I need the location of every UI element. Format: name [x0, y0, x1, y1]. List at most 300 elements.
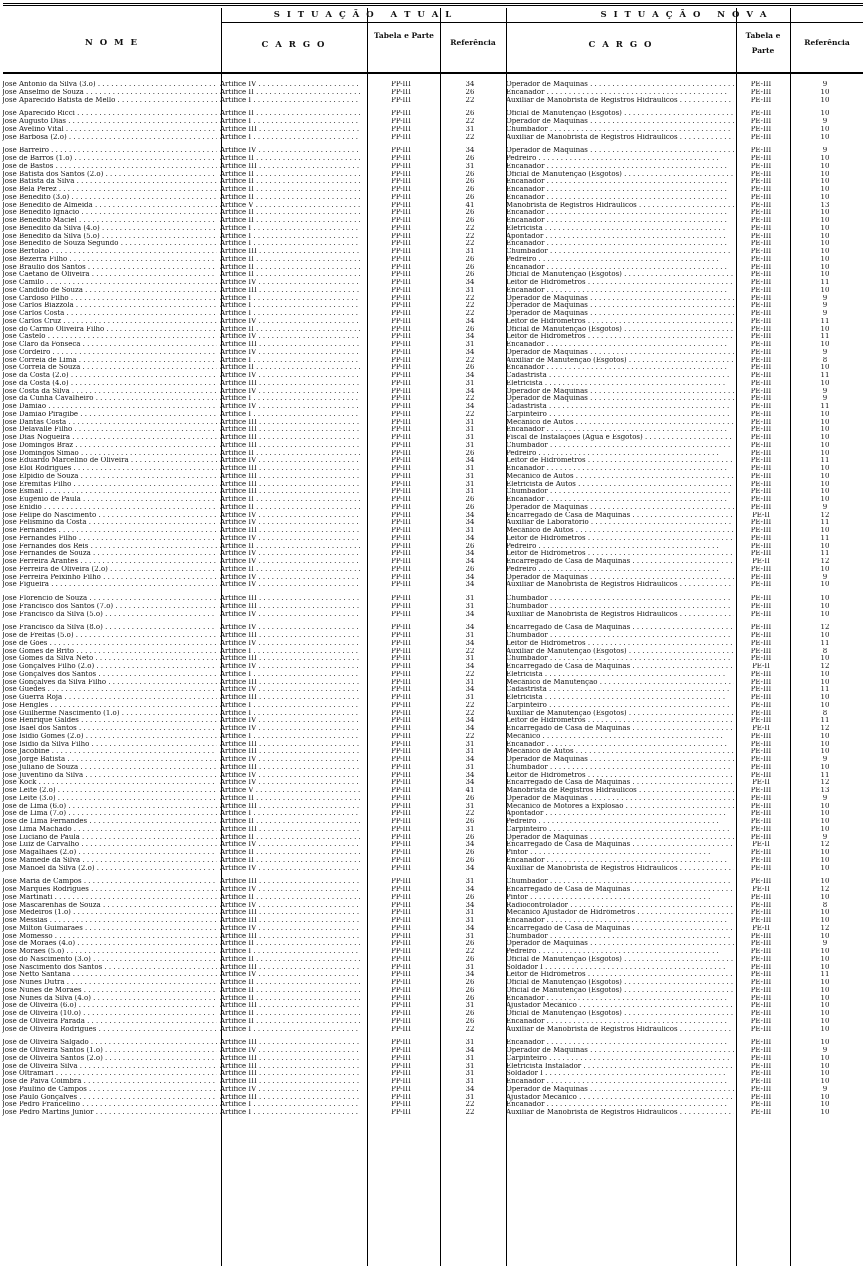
- row-nome: José Camilo . . .: [2, 279, 217, 287]
- row-nova-tabela: PE-III: [750, 133, 772, 141]
- row-nova-referencia: 12: [820, 558, 830, 565]
- row-novo-cargo: Chumbador . . .: [506, 603, 734, 611]
- row-cargo: Artífice IV . . .: [220, 550, 360, 558]
- row-referencia: 34: [465, 725, 475, 732]
- table-row: [0, 543, 860, 551]
- row-cargo: Artífice III . . .: [220, 603, 360, 611]
- row-nova-referencia: 10: [820, 209, 830, 217]
- row-nova-tabela: PE-III: [750, 255, 772, 263]
- row-novo-cargo: Auxiliar de Manobrista de Registros Hidráulicos . . .: [506, 1026, 734, 1034]
- row-novo-cargo: Apontador . . .: [506, 233, 734, 241]
- table-row: [0, 581, 860, 589]
- row-novo-cargo: Encarregado de Casa de Máquinas . . .: [506, 512, 734, 520]
- row-nova-referencia: 13: [820, 787, 830, 794]
- row-tabela: PP-III: [391, 193, 411, 201]
- row-referencia: 31: [465, 602, 475, 610]
- row-tabela: PP-III: [391, 457, 411, 465]
- row-novo-cargo: Oficial de Manutenção (Esgotos) . . .: [506, 171, 734, 179]
- row-referencia: 34: [465, 348, 475, 356]
- row-nome: José Cordeiro . . .: [2, 349, 217, 357]
- row-tabela: PP-III: [391, 110, 411, 118]
- row-tabela: PP-III: [391, 833, 411, 841]
- row-referencia: 31: [465, 825, 475, 833]
- row-referencia: 26: [465, 186, 475, 193]
- row-tabela: PP-III: [391, 325, 411, 333]
- row-tabela: PP-III: [391, 1054, 411, 1062]
- table-row: [0, 810, 860, 818]
- row-tabela: PP-III: [391, 818, 411, 825]
- row-tabela: PP-III: [391, 279, 411, 286]
- row-referencia: 26: [465, 979, 475, 986]
- row-referencia: 26: [465, 818, 475, 825]
- row-novo-cargo: Leitor de Hidrômetros . . .: [506, 640, 734, 648]
- row-nova-tabela: PE-III: [750, 217, 772, 224]
- table-row: [0, 603, 860, 611]
- row-nome: José Manoel da Silva (2.o) . . .: [2, 865, 217, 873]
- row-nova-tabela: PE-III: [750, 955, 772, 963]
- row-nova-referencia: 10: [820, 341, 830, 348]
- row-nova-tabela: PE-III: [750, 118, 772, 125]
- table-row: [0, 1026, 860, 1034]
- row-tabela: PP-III: [391, 986, 411, 994]
- row-nova-tabela: PE-III: [750, 756, 772, 763]
- table-row: [0, 834, 860, 842]
- row-nome: José da Costa (4.o) . . .: [2, 380, 217, 388]
- row-nova-tabela: PE-III: [750, 387, 772, 395]
- row-nova-referencia: 10: [820, 88, 830, 96]
- row-tabela: PP-III: [391, 511, 411, 519]
- row-nome: José Gomes da Silva Neto . . .: [2, 655, 217, 663]
- row-nome: José Juliano de Souza . . .: [2, 764, 217, 772]
- row-tabela: PP-III: [391, 624, 411, 632]
- table-row: [0, 979, 860, 987]
- row-nome: José de Oliveira (6.o) . . .: [2, 1002, 217, 1010]
- row-tabela: PP-III: [391, 893, 411, 901]
- row-novo-cargo: Auxiliar de Manobrista de Registros Hidráulicos . . .: [506, 1109, 734, 1117]
- table-row: [0, 663, 860, 671]
- row-nome: José de Oliveira Parada . . .: [2, 1018, 217, 1026]
- row-referencia: 34: [465, 550, 475, 558]
- table-row: [0, 527, 860, 535]
- row-cargo: Artífice II . . .: [220, 450, 360, 458]
- row-tabela: PP-III: [391, 686, 411, 694]
- row-cargo: Artífice II . . .: [220, 110, 360, 118]
- row-cargo: Artífice I . . .: [220, 1109, 360, 1117]
- row-nova-referencia: 10: [820, 994, 830, 1002]
- row-tabela: PP-III: [391, 1070, 411, 1078]
- row-referencia: 34: [465, 317, 475, 325]
- row-novo-cargo: Eletricista Instalador . . .: [506, 1063, 734, 1071]
- row-cargo: Artífice II . . .: [220, 857, 360, 865]
- row-nova-referencia: 10: [820, 763, 830, 771]
- row-tabela: PP-III: [391, 725, 411, 732]
- row-nome: José de Freitas (5.o) . . .: [2, 632, 217, 640]
- row-nome: José Luiz de Carvalho . . .: [2, 841, 217, 849]
- row-cargo: Artífice IV . . .: [220, 535, 360, 543]
- row-tabela: PP-III: [391, 434, 411, 441]
- row-nome: José Messias . . .: [2, 917, 217, 925]
- row-tabela: PP-III: [391, 441, 411, 449]
- table-row: [0, 787, 860, 795]
- table-row: [0, 225, 860, 233]
- row-nova-tabela: PE-III: [750, 1101, 772, 1109]
- row-novo-cargo: Radiocontrolador . . .: [506, 902, 734, 910]
- row-referencia: 26: [465, 1010, 475, 1017]
- row-referencia: 22: [465, 1109, 475, 1116]
- row-cargo: Artífice III . . .: [220, 426, 360, 434]
- row-nova-tabela: PE-III: [750, 932, 772, 940]
- row-referencia: 34: [465, 81, 475, 88]
- row-nova-tabela: PE-III: [750, 449, 772, 457]
- table-row: [0, 310, 860, 318]
- row-referencia: 26: [465, 503, 475, 511]
- row-referencia: 31: [465, 418, 475, 426]
- row-referencia: 31: [465, 1054, 475, 1062]
- table-row: [0, 655, 860, 663]
- row-novo-cargo: Chumbador . . .: [506, 632, 734, 640]
- table-row: [0, 933, 860, 941]
- table-row: [0, 1047, 860, 1055]
- row-nova-referencia: 8: [822, 709, 828, 717]
- row-cargo: Artífice II . . .: [220, 178, 360, 186]
- row-nome: José de Góes . . .: [2, 640, 217, 648]
- row-nova-referencia: 10: [820, 732, 830, 740]
- row-novo-cargo: Encanador . . .: [506, 1018, 734, 1026]
- row-cargo: Artífice I . . .: [220, 295, 360, 303]
- row-nova-referencia: 9: [822, 147, 828, 155]
- table-row: [0, 341, 860, 349]
- row-nome: José de Oliveira Rodrigues . . .: [2, 1026, 217, 1034]
- row-nova-tabela: PE-III: [750, 110, 772, 118]
- row-tabela: PP-III: [391, 178, 411, 186]
- row-referencia: 34: [465, 581, 475, 589]
- row-tabela: PP-III: [391, 348, 411, 356]
- row-novo-cargo: Operador de Máquinas . . .: [506, 310, 734, 318]
- row-referencia: 26: [465, 263, 475, 271]
- row-nova-tabela: PE-III: [750, 948, 772, 955]
- row-novo-cargo: Leitor de Hidrômetros . . .: [506, 971, 734, 979]
- row-nova-tabela: PE-III: [750, 364, 772, 372]
- row-tabela: PP-III: [391, 503, 411, 511]
- table-row: [0, 442, 860, 450]
- row-nova-referencia: 10: [820, 472, 830, 480]
- row-cargo: Artífice IV . . .: [220, 779, 360, 787]
- row-novo-cargo: Ajustador Mecânico . . .: [506, 1094, 734, 1102]
- table-row: [0, 865, 860, 873]
- row-novo-cargo: Chumbador . . .: [506, 126, 734, 134]
- row-nova-referencia: 11: [820, 403, 830, 410]
- table-row: [0, 147, 860, 155]
- row-novo-cargo: Fiscal de Instalações (Água e Esgotos) . . .: [506, 434, 734, 442]
- row-tabela: PP-III: [391, 763, 411, 771]
- row-nova-referencia: 10: [820, 849, 830, 856]
- row-nova-referencia: 10: [820, 178, 830, 186]
- row-cargo: Artífice IV . . .: [220, 640, 360, 648]
- row-tabela: PP-III: [391, 573, 411, 581]
- row-cargo: Artífice III . . .: [220, 248, 360, 256]
- row-nome: José Elpidio de Souza . . .: [2, 473, 217, 481]
- row-cargo: Artífice I . . .: [220, 395, 360, 403]
- row-referencia: 31: [465, 472, 475, 480]
- row-nova-tabela: PE-III: [750, 434, 772, 441]
- row-referencia: 22: [465, 118, 475, 125]
- row-cargo: Artífice IV . . .: [220, 841, 360, 849]
- row-referencia: 31: [465, 1062, 475, 1070]
- row-nome: José Ferreira Arantes . . .: [2, 558, 217, 566]
- row-nova-tabela: PE-III: [750, 542, 772, 550]
- row-nova-referencia: 10: [820, 565, 830, 573]
- row-nova-tabela: PE-III: [750, 534, 772, 542]
- row-tabela: PP-III: [391, 133, 411, 141]
- table-row: [0, 648, 860, 656]
- row-nova-tabela: PE-II: [752, 511, 770, 519]
- row-nova-tabela: PE-III: [750, 573, 772, 581]
- row-novo-cargo: Encarregado de Casa de Máquinas . . .: [506, 558, 734, 566]
- row-referencia: 34: [465, 457, 475, 465]
- table-row: [0, 364, 860, 372]
- row-nova-tabela: PE-III: [750, 1010, 772, 1017]
- row-nome: José Mamede da Silva . . .: [2, 857, 217, 865]
- row-nome: José Pedro Francelino . . .: [2, 1101, 217, 1109]
- table-row: [0, 302, 860, 310]
- table-row: [0, 217, 860, 225]
- row-nome: José Damião Piragibe . . .: [2, 411, 217, 419]
- row-nome: José Benedito da Silva (5.o) . . .: [2, 233, 217, 241]
- row-tabela: PP-III: [391, 1093, 411, 1101]
- row-nova-tabela: PE-III: [750, 647, 772, 655]
- row-tabela: PP-III: [391, 550, 411, 558]
- row-nova-referencia: 9: [822, 387, 828, 395]
- row-nova-referencia: 10: [820, 1078, 830, 1085]
- row-nova-referencia: 10: [820, 955, 830, 963]
- row-nova-referencia: 10: [820, 1002, 830, 1010]
- row-cargo: Artífice III . . .: [220, 826, 360, 834]
- row-nome: José de Barros (1.o) . . .: [2, 155, 217, 163]
- row-tabela: PP-III: [391, 756, 411, 763]
- row-nova-tabela: PE-III: [750, 294, 772, 302]
- row-cargo: Artífice III . . .: [220, 655, 360, 663]
- row-nova-tabela: PE-III: [750, 565, 772, 573]
- row-nova-tabela: PE-III: [750, 802, 772, 810]
- row-tabela: PP-III: [391, 217, 411, 224]
- row-nova-referencia: 10: [820, 678, 830, 686]
- row-tabela: PP-III: [391, 709, 411, 717]
- row-nova-referencia: 10: [820, 810, 830, 818]
- row-nova-referencia: 10: [820, 748, 830, 756]
- row-tabela: PP-III: [391, 748, 411, 756]
- row-nome: José de Oliveira Santos (2.o) . . .: [2, 1055, 217, 1063]
- row-novo-cargo: Chumbador . . .: [506, 933, 734, 941]
- row-referencia: 22: [465, 810, 475, 818]
- table-row: [0, 333, 860, 341]
- row-novo-cargo: Encarregado de Casa de Máquinas . . .: [506, 779, 734, 787]
- row-novo-cargo: Encarregado de Casa de Máquinas . . .: [506, 725, 734, 733]
- row-tabela: PP-III: [391, 932, 411, 940]
- row-referencia: 34: [465, 864, 475, 872]
- row-nova-referencia: 10: [820, 186, 830, 193]
- row-nova-referencia: 9: [822, 81, 828, 88]
- row-cargo: Artífice IV . . .: [220, 925, 360, 933]
- row-referencia: 26: [465, 856, 475, 864]
- row-nome: José de Lima (6.o) . . .: [2, 803, 217, 811]
- row-referencia: 41: [465, 201, 475, 209]
- row-nova-referencia: 10: [820, 364, 830, 372]
- row-referencia: 31: [465, 125, 475, 133]
- table-row: [0, 372, 860, 380]
- header-referencia-atual: Referência: [450, 38, 496, 47]
- row-nova-referencia: 10: [820, 465, 830, 472]
- row-nova-referencia: 10: [820, 581, 830, 589]
- row-referencia: 26: [465, 449, 475, 457]
- table-row: [0, 1086, 860, 1094]
- row-referencia: 26: [465, 893, 475, 901]
- row-nova-referencia: 10: [820, 480, 830, 488]
- row-nova-referencia: 11: [820, 550, 830, 558]
- row-tabela: PP-III: [391, 670, 411, 678]
- header-tabela-atual: Tabela e Parte: [374, 31, 434, 40]
- row-cargo: Artífice III . . .: [220, 419, 360, 427]
- row-cargo: Artífice III . . .: [220, 679, 360, 687]
- table-row: [0, 857, 860, 865]
- table-row: [0, 248, 860, 256]
- row-nova-tabela: PE-III: [750, 1093, 772, 1101]
- row-referencia: 31: [465, 678, 475, 686]
- row-novo-cargo: Auxiliar de Manobrista de Registros Hidráulicos . . .: [506, 611, 734, 619]
- table-row: [0, 411, 860, 419]
- row-nova-referencia: 10: [820, 488, 830, 496]
- row-novo-cargo: Operador de Máquinas . . .: [506, 349, 734, 357]
- row-tabela: PP-III: [391, 118, 411, 125]
- row-referencia: 26: [465, 271, 475, 279]
- row-nova-tabela: PE-III: [750, 209, 772, 217]
- row-referencia: 31: [465, 740, 475, 748]
- row-cargo: Artífice IV . . .: [220, 902, 360, 910]
- row-tabela: PP-III: [391, 909, 411, 917]
- table-row: [0, 209, 860, 217]
- row-referencia: 34: [465, 403, 475, 410]
- row-referencia: 34: [465, 333, 475, 341]
- row-nova-tabela: PE-III: [750, 740, 772, 748]
- row-referencia: 34: [465, 511, 475, 519]
- row-nome: José da Cunha Cavalheiro . . .: [2, 395, 217, 403]
- row-nome: José de Bastos . . .: [2, 163, 217, 171]
- row-tabela: PP-III: [391, 810, 411, 818]
- table-row: [0, 611, 860, 619]
- row-nome: José Correia de Souza . . .: [2, 364, 217, 372]
- table-row: [0, 403, 860, 411]
- row-nova-referencia: 11: [820, 771, 830, 779]
- table-row: [0, 434, 860, 442]
- row-nova-tabela: PE-III: [750, 147, 772, 155]
- table-row: [0, 948, 860, 956]
- row-tabela: PP-III: [391, 232, 411, 240]
- row-nome: José do Nascimento (3.o) . . .: [2, 956, 217, 964]
- table-row: [0, 134, 860, 142]
- row-nova-tabela: PE-III: [750, 162, 772, 170]
- table-row: [0, 826, 860, 834]
- table-row: [0, 287, 860, 295]
- row-tabela: PP-III: [391, 294, 411, 302]
- table-row: [0, 481, 860, 489]
- row-tabela: PP-III: [391, 96, 411, 104]
- row-tabela: PP-III: [391, 302, 411, 310]
- row-tabela: PP-III: [391, 88, 411, 96]
- row-tabela: PP-III: [391, 1101, 411, 1109]
- row-tabela: PP-III: [391, 802, 411, 810]
- row-tabela: PP-III: [391, 639, 411, 647]
- row-tabela: PP-III: [391, 732, 411, 740]
- row-nova-tabela: PE-III: [750, 201, 772, 209]
- row-nova-referencia: 12: [820, 779, 830, 787]
- row-novo-cargo: Leitor de Hidrômetros . . .: [506, 535, 734, 543]
- row-cargo: Artífice IV . . .: [220, 865, 360, 873]
- row-referencia: 31: [465, 963, 475, 971]
- row-nova-referencia: 10: [820, 893, 830, 901]
- row-cargo: Artífice III . . .: [220, 1039, 360, 1047]
- row-nova-tabela: PE-III: [750, 994, 772, 1002]
- row-cargo: Artífice III . . .: [220, 488, 360, 496]
- row-nova-referencia: 10: [820, 1070, 830, 1078]
- row-referencia: 26: [465, 255, 475, 263]
- row-cargo: Artífice IV . . .: [220, 403, 360, 411]
- row-cargo: Artífice III . . .: [220, 1063, 360, 1071]
- row-nome: José Bertolão . . .: [2, 248, 217, 256]
- row-cargo: Artífice III . . .: [220, 909, 360, 917]
- row-nova-referencia: 10: [820, 610, 830, 618]
- header-tabela-nova: Tabela e Parte: [745, 31, 781, 55]
- row-novo-cargo: Auxiliar de Manutenção (Esgotos) . . .: [506, 357, 734, 365]
- row-nome: José de Moraes (4.o) . . .: [2, 940, 217, 948]
- row-cargo: Artífice IV . . .: [220, 725, 360, 733]
- table-row: [0, 917, 860, 925]
- row-cargo: Artífice II . . .: [220, 956, 360, 964]
- row-tabela: PP-III: [391, 255, 411, 263]
- row-nome: José Nascimento dos Santos . . .: [2, 964, 217, 972]
- row-novo-cargo: Carpinteiro . . .: [506, 411, 734, 419]
- row-nova-referencia: 11: [820, 686, 830, 694]
- row-nova-referencia: 10: [820, 670, 830, 678]
- row-nova-referencia: 10: [820, 527, 830, 534]
- row-cargo: Artífice IV . . .: [220, 519, 360, 527]
- row-nova-tabela: PE-III: [750, 372, 772, 379]
- row-nova-referencia: 10: [820, 193, 830, 201]
- row-referencia: 34: [465, 639, 475, 647]
- row-novo-cargo: Carpinteiro . . .: [506, 702, 734, 710]
- table-row: [0, 971, 860, 979]
- row-nova-tabela: PE-III: [750, 763, 772, 771]
- row-tabela: PP-III: [391, 155, 411, 162]
- row-nova-tabela: PE-III: [750, 1025, 772, 1033]
- row-nome: José Anselmo de Souza . . .: [2, 89, 217, 97]
- row-novo-cargo: Mecânico de Autos . . .: [506, 748, 734, 756]
- row-nome: José Guerra Roja . . .: [2, 694, 217, 702]
- row-cargo: Artífice IV . . .: [220, 971, 360, 979]
- row-tabela: PP-III: [391, 694, 411, 701]
- header-cargo-nova: C A R G O: [588, 40, 654, 50]
- row-nova-referencia: 10: [820, 1039, 830, 1047]
- row-novo-cargo: Auxiliar de Manobrista de Registros Hidráulicos . . .: [506, 134, 734, 142]
- row-novo-cargo: Chumbador . . .: [506, 488, 734, 496]
- row-nova-tabela: PE-III: [750, 310, 772, 317]
- row-novo-cargo: Oficial de Manutenção (Esgotos) . . .: [506, 1010, 734, 1018]
- row-referencia: 26: [465, 955, 475, 963]
- row-novo-cargo: Chumbador . . .: [506, 248, 734, 256]
- row-cargo: Artífice II . . .: [220, 940, 360, 948]
- row-referencia: 34: [465, 924, 475, 932]
- table-row: [0, 909, 860, 917]
- table-row: [0, 264, 860, 272]
- row-referencia: 26: [465, 940, 475, 948]
